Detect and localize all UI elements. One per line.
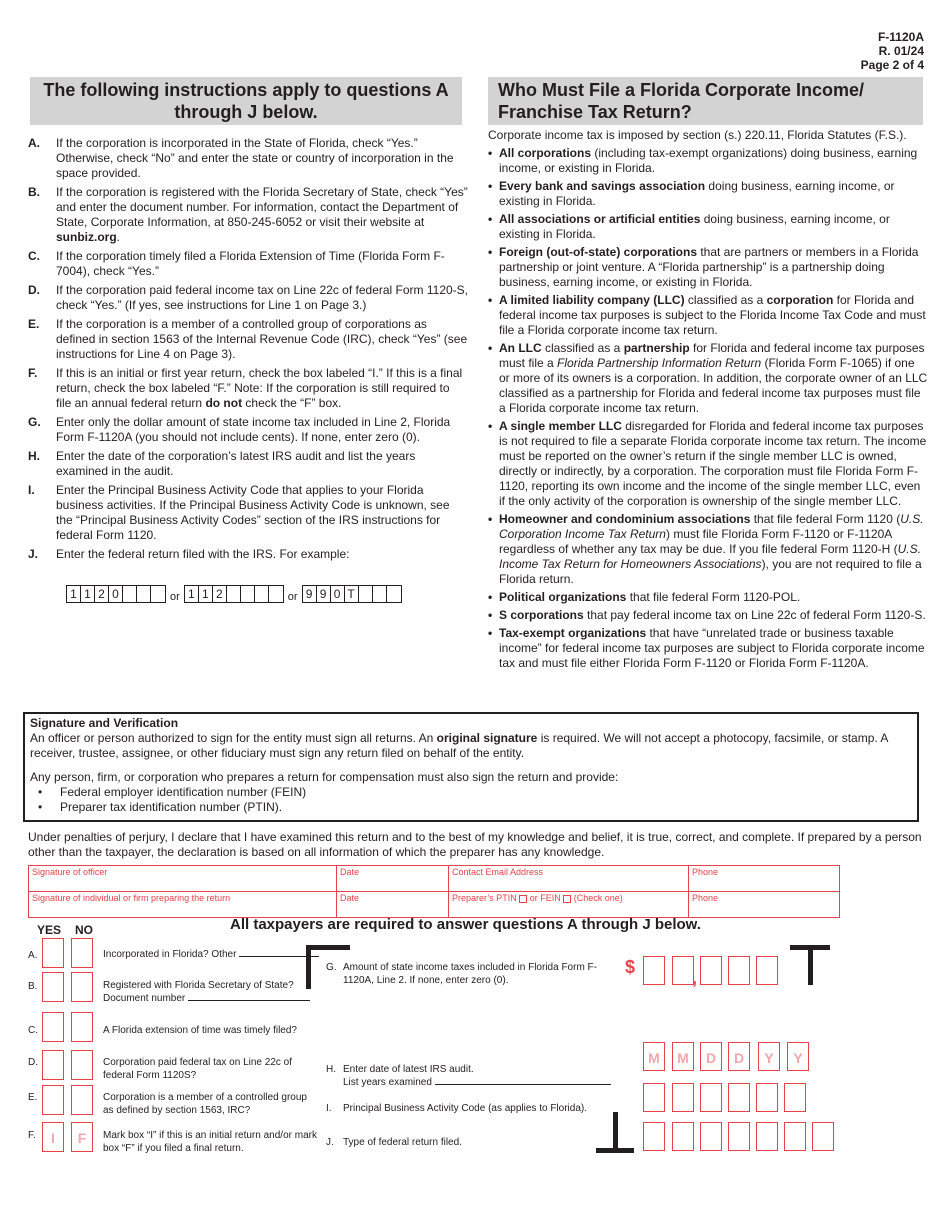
text: If the corporation is registered with the Florida Secretary of State, check “Yes” and enter the document number. For information, contact the Department of State, Corporate Information, at 850-245-6052 or visit their website at [56, 185, 468, 229]
example-digit-cell: 9 [317, 586, 331, 602]
question-letter: F. [28, 1130, 36, 1141]
text: that have “unrelated trade or business taxable income” for federal income tax purposes are subject to Florida corporate income tax and must file either Florida Form F-1120 or Florida Form F-1120A. [499, 626, 925, 670]
activity-code-box[interactable] [784, 1083, 806, 1112]
signature-table [28, 865, 840, 918]
who-must-file-section [488, 128, 928, 674]
text: that are partners or members in a Florida partnership or joint venture. A “Florida partnership” is a partnership doing business, earning income, or existing in Florida. [499, 245, 919, 289]
text: If the corporation is a member of a controlled group of corporations as defined in section 1563 of the Internal Revenue Code (IRC), check “Yes” (see instructions for Line 4 on Page 3). [56, 317, 468, 361]
bullet-icon: • [488, 419, 493, 433]
list-item [488, 590, 928, 605]
text-bold: sunbiz.org [56, 230, 117, 244]
fein-checkbox[interactable] [563, 895, 571, 903]
activity-code-box[interactable] [643, 1083, 665, 1112]
activity-code-box[interactable] [728, 1083, 750, 1112]
question-letter: B. [28, 981, 38, 992]
officer-date-field[interactable]: Date [337, 866, 449, 892]
initial-return-box[interactable]: I [42, 1122, 64, 1152]
tax-amount-digit-box[interactable] [728, 956, 750, 985]
question-letter: H. [326, 1064, 336, 1075]
question-letter: I. [326, 1103, 332, 1114]
text: doing business, earning income, or existing in Florida. [499, 179, 895, 208]
question-letter: E. [28, 1092, 38, 1103]
text-bold: Homeowner and condominium associations [499, 512, 751, 526]
list-item: • Preparer tax identification number (PTIN). [60, 800, 912, 815]
perjury-declaration: Under penalties of perjury, I declare that I have examined this return and to the best of my knowledge and belief, it is true, correct, and complete. If prepared by a person other than the taxpayer, the declaration is based on all information of which the preparer has any knowledge. [28, 830, 922, 859]
list-item [488, 293, 928, 338]
preparer-date-field[interactable]: Date [337, 892, 449, 918]
questions-heading: All taxpayers are required to answer questions A through J below. [230, 916, 701, 933]
bullet-text [499, 512, 928, 587]
contact-email-field[interactable]: Contact Email Address [449, 866, 689, 892]
text: Incorporated in Florida? Other [103, 949, 237, 960]
question-letter: C. [28, 1025, 38, 1036]
text-italic: U.S. Income Tax Return for Homeowners Associations [499, 542, 921, 571]
instruction-text [56, 483, 468, 543]
question-d-text: Corporation paid federal tax on Line 22c of federal Form 1120S? [103, 1057, 293, 1081]
text: If the corporation paid federal income tax on Line 22c of federal Form 1120-S, check “Yes.” (If yes, see instructions for Line 1 on Page 3.) [56, 283, 469, 312]
text: classified as a [684, 293, 767, 307]
text: for Florida and federal income tax purposes must file a [499, 341, 925, 370]
activity-code-box[interactable] [700, 1083, 722, 1112]
list-item [488, 512, 928, 587]
document-number-field[interactable] [188, 1000, 310, 1001]
registration-mark [808, 945, 813, 985]
text-bold: partnership [623, 341, 690, 355]
instruction-letter: C. [28, 249, 40, 263]
instruction-text [56, 449, 468, 479]
example-box-1120 [66, 585, 166, 603]
text-bold: S corporations [499, 608, 584, 622]
instruction-letter: J. [28, 547, 39, 561]
example-digit-cell [123, 586, 137, 602]
bullet-text [499, 293, 928, 338]
text: If the corporation timely filed a Florida Extension of Time (Florida Form F-7004), check “Yes.” [56, 249, 445, 278]
right-intro: Corporate income tax is imposed by section (s.) 220.11, Florida Statutes (F.S.). [488, 128, 907, 142]
text-bold: do not [205, 396, 243, 410]
audit-date-box[interactable]: M [643, 1042, 665, 1071]
audit-date-box[interactable]: D [728, 1042, 750, 1071]
dollar-sign: $ [625, 957, 636, 977]
question-g-text: Amount of state income taxes included in Florida Form F-1120A, Line 2. If none, enter zero (0). [343, 962, 597, 986]
text-bold: Foreign (out-of-state) corporations [499, 245, 697, 259]
bullet-icon: • [488, 245, 493, 259]
question-c-no-box[interactable] [71, 1012, 93, 1042]
tax-amount-digit-box[interactable] [756, 956, 778, 985]
text: that pay federal income tax on Line 22c of federal Form 1120-S. [583, 608, 926, 622]
instruction-text [56, 366, 468, 411]
question-b-yes-box[interactable] [42, 972, 64, 1002]
question-e-no-box[interactable] [71, 1085, 93, 1115]
instruction-text [56, 249, 468, 279]
example-digit-cell: 9 [303, 586, 317, 602]
text: Enter the Principal Business Activity Code that applies to your Florida business activities. If the Principal Business Activity Code is unknown, see the “Principal Business Activity Codes” section of the IRS instructions for federal Form 1120. [56, 483, 450, 542]
question-f-text: Mark box “I” if this is an initial return and/or mark box “F” if you filed a final return. [103, 1130, 317, 1154]
instruction-text [56, 415, 468, 445]
instruction-item [28, 283, 468, 313]
example-digit-cell: T [345, 586, 359, 602]
form-identifier [861, 30, 924, 72]
example-digit-cell [373, 586, 387, 602]
text: that file federal Form 1120-POL. [626, 590, 801, 604]
return-type-box[interactable] [643, 1122, 665, 1151]
audit-date-box[interactable]: Y [787, 1042, 809, 1071]
text-bold: A limited liability company (LLC) [499, 293, 685, 307]
federal-return-examples [66, 585, 402, 603]
bullet-text [499, 179, 928, 209]
activity-code-box[interactable] [672, 1083, 694, 1112]
example-digit-cell: 1 [81, 586, 95, 602]
list-item [488, 179, 928, 209]
final-return-box[interactable]: F [71, 1122, 93, 1152]
activity-code-box[interactable] [756, 1083, 778, 1112]
instruction-letter: I. [28, 483, 35, 497]
text: disregarded for Florida and federal income tax purposes is not required to file a separate Florida corporate income tax return. The income must be reported on the owner’s return if the single member LLC is owned, directly or indirectly, by a corporation. The corporation must file Florida Form F-1120, reporting its own income and the income of the single member LLC, even if the only activity of the corporation is ownership of the single member LLC. [499, 419, 927, 508]
instruction-letter: E. [28, 317, 40, 331]
bullet-text [499, 146, 928, 176]
text: Enter date of latest IRS audit. [343, 1064, 474, 1075]
bullet-icon: • [488, 341, 493, 355]
example-digit-cell: 2 [213, 586, 227, 602]
example-digit-cell [359, 586, 373, 602]
text: for Florida and federal income tax purposes is subject to the Florida Income Tax Code and must file a Florida corporate income tax return. [499, 293, 926, 337]
text: ) must file Florida Form F-1120 or F-1120A regardless of whether any tax may be due. If you file federal Form 1120-H ( [499, 527, 898, 556]
instruction-item [28, 249, 468, 279]
question-letter: A. [28, 950, 38, 961]
text: An officer or person authorized to sign for the entity must sign all returns. An [30, 731, 437, 745]
instruction-item [28, 449, 468, 479]
check-one-label: (Check one) [573, 893, 623, 903]
text: Enter the date of the corporation’s latest IRS audit and list the years examined in the audit. [56, 449, 416, 478]
return-type-box[interactable] [784, 1122, 806, 1151]
instruction-text [56, 547, 468, 562]
preparer-id-field[interactable] [449, 892, 689, 918]
instruction-letter: A. [28, 136, 40, 150]
example-digit-cell [241, 586, 255, 602]
question-b-text [103, 979, 310, 1005]
list-item [488, 245, 928, 290]
bullet-icon: • [488, 512, 493, 526]
audit-date-box[interactable]: Y [758, 1042, 780, 1071]
instruction-text [56, 317, 468, 362]
table-row [29, 892, 840, 918]
audit-date-box[interactable]: M [672, 1042, 694, 1071]
bullet-icon: • [488, 179, 493, 193]
question-d-no-box[interactable] [71, 1050, 93, 1080]
instruction-item [28, 483, 468, 543]
page-number: Page 2 of 4 [860, 58, 924, 72]
fein-label: or FEIN [529, 893, 561, 903]
instruction-letter: B. [28, 185, 40, 199]
text-bold: original signature [436, 731, 538, 745]
question-letter: G. [326, 962, 337, 973]
signature-section-title: Signature and Verification [30, 716, 179, 730]
bullet-text [499, 245, 928, 290]
return-type-box[interactable] [728, 1122, 750, 1151]
bullet-icon: • [488, 293, 493, 307]
registration-mark [613, 1112, 618, 1152]
return-type-box[interactable] [812, 1122, 834, 1151]
audit-date-box[interactable]: D [700, 1042, 722, 1071]
text: List years examined [343, 1077, 432, 1088]
text-bold: Every bank and savings association [499, 179, 706, 193]
signature-paragraph-1 [30, 731, 912, 761]
tax-amount-digit-box[interactable] [700, 956, 722, 985]
bullet-icon: • [488, 608, 493, 622]
officer-signature-field[interactable]: Signature of officer [29, 866, 337, 892]
signature-paragraph-2: Any person, firm, or corporation who prepares a return for compensation must also sign the return and provide: [30, 770, 619, 784]
officer-phone-field[interactable]: Phone [689, 866, 840, 892]
text-italic: U.S. Corporation Income Tax Return [499, 512, 924, 541]
instruction-item [28, 185, 468, 245]
text-bold: An LLC [499, 341, 542, 355]
text: . [116, 230, 121, 244]
form-revision: R. 01/24 [878, 44, 924, 58]
question-letter: J. [326, 1137, 334, 1148]
text-bold: All corporations [499, 146, 592, 160]
text: that file federal Form 1120 ( [750, 512, 901, 526]
instruction-letter: G. [28, 415, 41, 429]
text: ), you are not required to file a Florida return. [499, 557, 922, 586]
text-bold: corporation [766, 293, 834, 307]
question-d-yes-box[interactable] [42, 1050, 64, 1080]
question-e-text: Corporation is a member of a controlled group as defined by section 1563, IRC? [103, 1092, 307, 1116]
instruction-text [56, 185, 468, 245]
text: check the “F” box. [242, 396, 342, 410]
list-item: • Federal employer identification number (FEIN) [60, 785, 912, 800]
instruction-text [56, 283, 468, 313]
table-row [29, 866, 840, 892]
instruction-text [56, 136, 468, 181]
example-digit-cell [255, 586, 269, 602]
question-i-text: Principal Business Activity Code (as applies to Florida). [343, 1103, 587, 1114]
preparer-signature-field[interactable]: Signature of individual or firm preparing the return [29, 892, 337, 918]
years-examined-field[interactable] [435, 1084, 611, 1085]
or-label: or [170, 591, 180, 603]
example-digit-cell [151, 586, 165, 602]
right-section-header: Who Must File a Florida Corporate Income/ Franchise Tax Return? [488, 77, 923, 125]
example-digit-cell: 1 [67, 586, 81, 602]
list-item [488, 146, 928, 176]
text-bold: Tax-exempt organizations [499, 626, 647, 640]
question-b-no-box[interactable] [71, 972, 93, 1002]
instruction-item [28, 415, 468, 445]
registration-mark [306, 945, 350, 950]
example-box-990t [302, 585, 402, 603]
bullet-icon: • [488, 212, 493, 226]
bullet-text [499, 590, 928, 605]
list-item [488, 212, 928, 242]
registration-mark [306, 945, 311, 989]
text: Registered with Florida Secretary of State? [103, 980, 294, 991]
example-digit-cell [269, 586, 283, 602]
return-type-box[interactable] [700, 1122, 722, 1151]
return-type-box[interactable] [756, 1122, 778, 1151]
instruction-item [28, 547, 468, 562]
instruction-item [28, 317, 468, 362]
text-bold: A single member LLC [499, 419, 622, 433]
example-digit-cell [227, 586, 241, 602]
text: If this is an initial or first year return, check the box labeled “I.” If this is a final return, check the box labeled “F.” Note: If the corporation is still required to file an annual federal return [56, 366, 463, 410]
question-letter: D. [28, 1057, 38, 1068]
example-digit-cell [137, 586, 151, 602]
question-c-yes-box[interactable] [42, 1012, 64, 1042]
preparer-requirements-list [30, 785, 912, 815]
example-box-112 [184, 585, 284, 603]
example-digit-cell [387, 586, 401, 602]
thousands-comma: , [692, 968, 698, 988]
ptin-label: Preparer’s PTIN [452, 893, 517, 903]
left-section-header: The following instructions apply to questions A through J below. [30, 77, 462, 125]
question-j-text: Type of federal return filed. [343, 1137, 462, 1148]
instruction-item [28, 366, 468, 411]
text: If the corporation is incorporated in the State of Florida, check “Yes.” Otherwise, check “No” and enter the state or country of incorporation in the space provided. [56, 136, 454, 180]
bullet-text [499, 608, 928, 623]
bullet-text [499, 419, 928, 509]
signature-verification-box [23, 712, 919, 822]
example-digit-cell: 1 [185, 586, 199, 602]
preparer-phone-field[interactable]: Phone [689, 892, 840, 918]
yes-column-label: YES [37, 923, 62, 937]
instructions-list [28, 136, 468, 566]
instruction-letter: D. [28, 283, 40, 297]
question-a-yes-box[interactable] [42, 938, 64, 968]
no-column-label: NO [75, 923, 93, 937]
text-bold: All associations or artificial entities [499, 212, 701, 226]
example-digit-cell: 1 [199, 586, 213, 602]
instruction-item [28, 136, 468, 181]
question-e-yes-box[interactable] [42, 1085, 64, 1115]
tax-amount-digit-box[interactable] [643, 956, 665, 985]
bullet-text [499, 626, 928, 671]
example-digit-cell: 0 [331, 586, 345, 602]
text: classified as a [541, 341, 624, 355]
text-italic: Florida Partnership Information Return [557, 356, 762, 370]
or-label: or [287, 591, 298, 603]
bullet-text [499, 212, 928, 242]
text: (Florida Form F-1065) if one or more of its owners is a corporation. In addition, the corporate owner of an LLC classified as a partnership for Florida and federal income tax purposes must file a Florida corporate income tax return. [499, 356, 928, 415]
text: Enter only the dollar amount of state income tax included in Line 2, Florida Form F-1120A (you should not include cents). If none, enter zero (0). [56, 415, 451, 444]
list-item [488, 626, 928, 671]
bullet-icon: • [488, 626, 493, 640]
bullet-icon: • [488, 146, 493, 160]
list-item [488, 419, 928, 509]
question-c-text: A Florida extension of time was timely filed? [103, 1025, 297, 1036]
question-a-no-box[interactable] [71, 938, 93, 968]
list-item [488, 341, 928, 416]
form-number: F-1120A [877, 30, 924, 44]
instruction-letter: H. [28, 449, 40, 463]
tax-amount-digit-box[interactable] [672, 956, 694, 985]
text: doing business, earning income, or existing in Florida. [499, 212, 890, 241]
text: (including tax-exempt organizations) doing business, earning income, or existing in Florida. [499, 146, 918, 175]
return-type-box[interactable] [672, 1122, 694, 1151]
bullet-icon: • [488, 590, 493, 604]
example-digit-cell: 2 [95, 586, 109, 602]
text: is required. We will not accept a photocopy, facsimile, or stamp. A receiver, trustee, assignee, or other fiduciary must sign any return filed on behalf of the entity. [30, 731, 888, 760]
instruction-letter: F. [28, 366, 38, 380]
example-digit-cell: 0 [109, 586, 123, 602]
list-item [488, 608, 928, 623]
question-a-text [103, 948, 319, 961]
question-h-text [343, 1063, 611, 1089]
text: Enter the federal return filed with the IRS. For example: [56, 547, 350, 561]
text: Document number [103, 993, 186, 1004]
ptin-checkbox[interactable] [519, 895, 527, 903]
text-bold: Political organizations [499, 590, 627, 604]
who-must-file-list [488, 146, 928, 671]
bullet-text [499, 341, 928, 416]
